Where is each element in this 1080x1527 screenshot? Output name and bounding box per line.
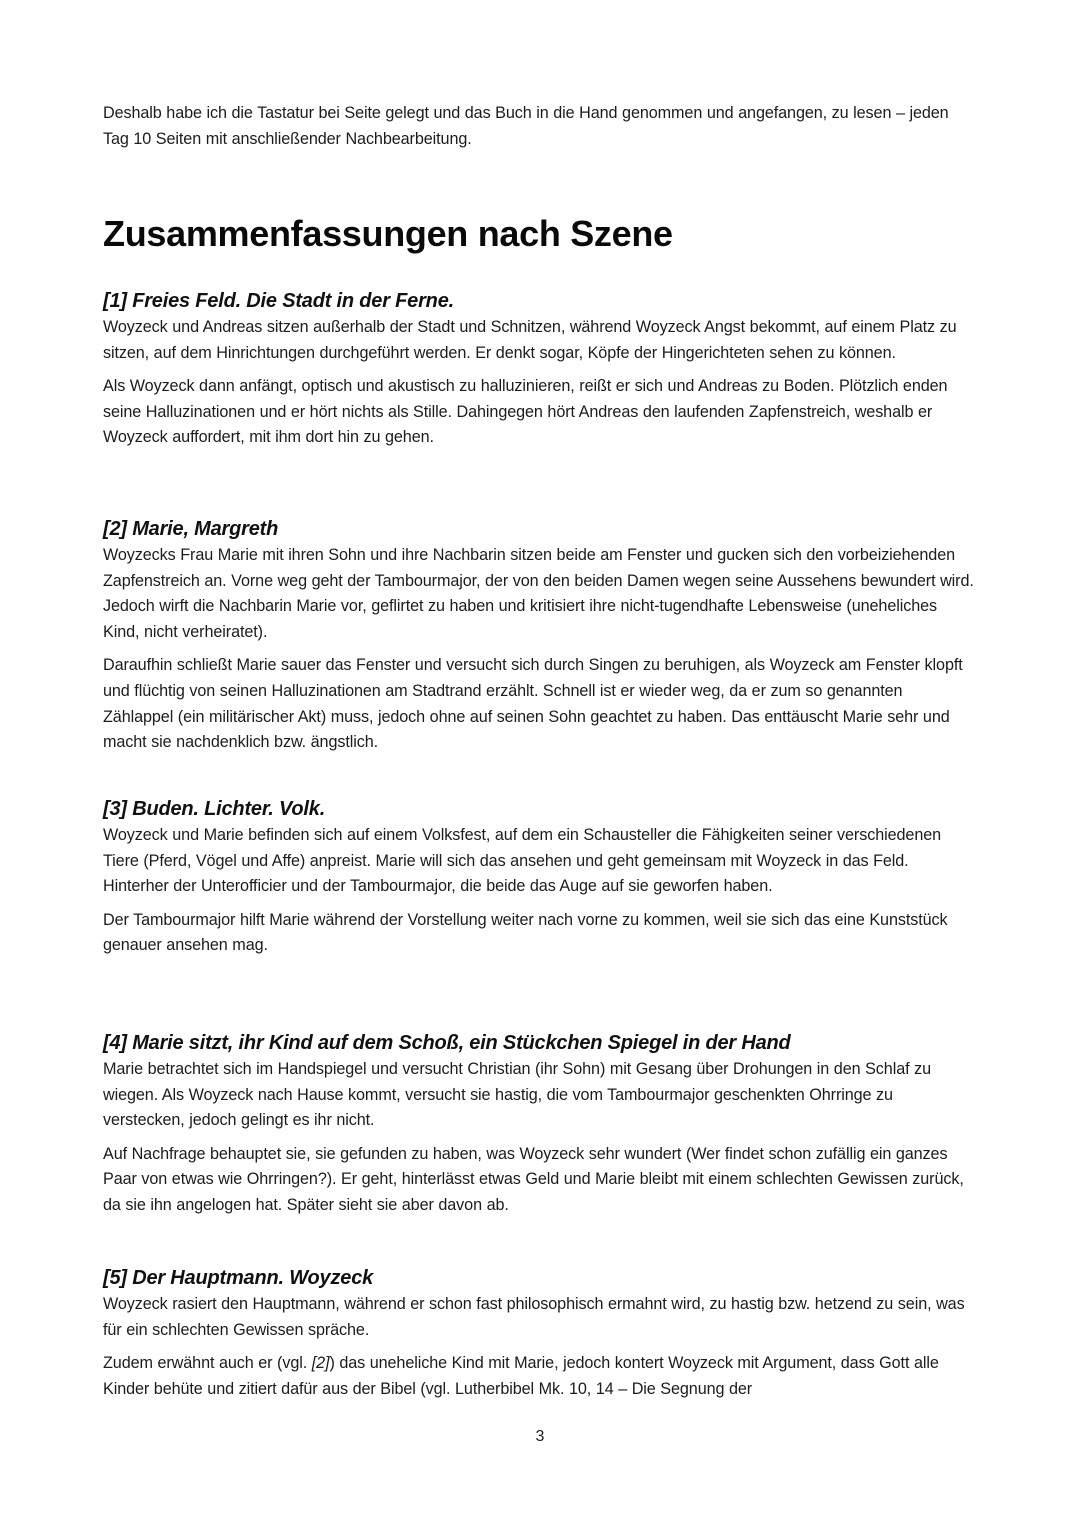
text-after-reference: ) das uneheliche Kind mit Marie, jedoch kontert Woyzeck mit Argument, dass Gott alle Kinder behüte und zitiert dafür aus der Bibel (vgl. Lutherbibel Mk. 10, 14 – Die Segnung der — [103, 1354, 939, 1398]
section-title-wrap — [103, 212, 673, 256]
scene-5 — [103, 1265, 975, 1402]
scene-paragraph: Woyzecks Frau Marie mit ihren Sohn und ihre Nachbarin sitzen beide am Fenster und gucken sich den vorbeiziehenden Zapfenstreich an. Vorne weg geht der Tambourmajor, der von den beiden Damen wegen seine Aussehens bewundert wird. Jedoch wirft die Nachbarin Marie vor, geflirtet zu haben und kritisiert ihre nicht-tugendhafte Lebensweise (uneheliches Kind, nicht verheiratet). — [103, 546, 974, 641]
scene-heading: [1] Freies Feld. Die Stadt in der Ferne. — [103, 290, 454, 312]
scene-paragraph: Auf Nachfrage behauptet sie, sie gefunden zu haben, was Woyzeck sehr wundert (Wer findet schon zufällig ein ganzes Paar von etwas wie Ohrringen?). Er geht, hinterlässt etwas Geld und Marie bleibt mit einem schlechten Gewissen zurück, da sie ihn angelogen hat. Später sieht sie aber davon ab. — [103, 1144, 964, 1214]
intro-paragraph: Deshalb habe ich die Tastatur bei Seite gelegt und das Buch in die Hand genommen und angefangen, zu lesen – jeden Tag 10 Seiten mit anschließender Nachbearbeitung. — [103, 104, 949, 148]
scene-paragraph: Daraufhin schließt Marie sauer das Fenster und versucht sich durch Singen zu beruhigen, als Woyzeck am Fenster klopft und flüchtig von seinen Halluzinationen am Stadtrand erzählt. Schnell ist er wieder weg, da er zum so genannten Zählappel (ein militärischer Akt) muss, jedoch ohne auf seinen Sohn geachtet zu haben. Das enttäuscht Marie sehr und macht sie nachdenklich bzw. ängstlich. — [103, 656, 963, 752]
scene-heading: [4] Marie sitzt, ihr Kind auf dem Schoß, ein Stückchen Spiegel in der Hand — [103, 1032, 791, 1054]
page-number: 3 — [535, 1428, 545, 1445]
scene-3 — [103, 796, 975, 959]
scene-paragraph: Als Woyzeck dann anfängt, optisch und akustisch zu halluzinieren, reißt er sich und Andreas zu Boden. Plötzlich enden seine Halluzinationen und er hört nichts als Stille. Dahingegen hört Andreas den laufenden Zapfenstreich, weshalb er Woyzeck auffordert, mit ihm dort hin zu gehen. — [103, 377, 948, 447]
scene-heading: [3] Buden. Lichter. Volk. — [103, 798, 326, 820]
scene-paragraph: Woyzeck und Marie befinden sich auf einem Volksfest, auf dem ein Schausteller die Fähigkeiten seiner verschiedenen Tiere (Pferd, Vögel und Affe) anpreist. Marie will sich das ansehen und geht gemeinsam mit Woyzeck in das Feld. Hinterher der Unterofficier und der Tambourmajor, die beide das Auge auf sie geworfen haben. — [103, 826, 942, 896]
scene-1 — [103, 288, 975, 451]
text-before-reference: Zudem erwähnt auch er (vgl. — [103, 1354, 312, 1373]
scene-paragraph-with-reference — [103, 1351, 975, 1402]
scene-2 — [103, 516, 975, 756]
scene-paragraph: Marie betrachtet sich im Handspiegel und versucht Christian (ihr Sohn) mit Gesang über Drohungen in den Schlaf zu wiegen. Als Woyzeck nach Hause kommt, versucht sie hastig, die vom Tambourmajor geschenkten Ohrringe zu verstecken, jedoch gelingt es ihr nicht. — [103, 1060, 931, 1130]
scene-heading: [2] Marie, Margreth — [103, 518, 279, 540]
scene-paragraph: Woyzeck und Andreas sitzen außerhalb der Stadt und Schnitzen, während Woyzeck Angst bekommt, auf einem Platz zu sitzen, auf dem Hinrichtungen durchgeführt werden. Er denkt sogar, Köpfe der Hingerichteten sehen zu können. — [103, 318, 957, 362]
scene-4 — [103, 1030, 975, 1219]
scene-paragraph: Der Tambourmajor hilft Marie während der Vorstellung weiter nach vorne zu kommen, weil sie sich das eine Kunststück genauer ansehen mag. — [103, 910, 948, 955]
intro-section — [103, 101, 975, 152]
section-title: Zusammenfassungen nach Szene — [103, 213, 673, 254]
scene-paragraph: Woyzeck rasiert den Hauptmann, während er schon fast philosophisch ermahnt wird, zu hastig bzw. hetzend zu sein, was für ein schlechten Gewissen spräche. — [103, 1295, 965, 1339]
scene-cross-reference: [2] — [311, 1354, 330, 1373]
scene-heading: [5] Der Hauptmann. Woyzeck — [103, 1267, 374, 1289]
